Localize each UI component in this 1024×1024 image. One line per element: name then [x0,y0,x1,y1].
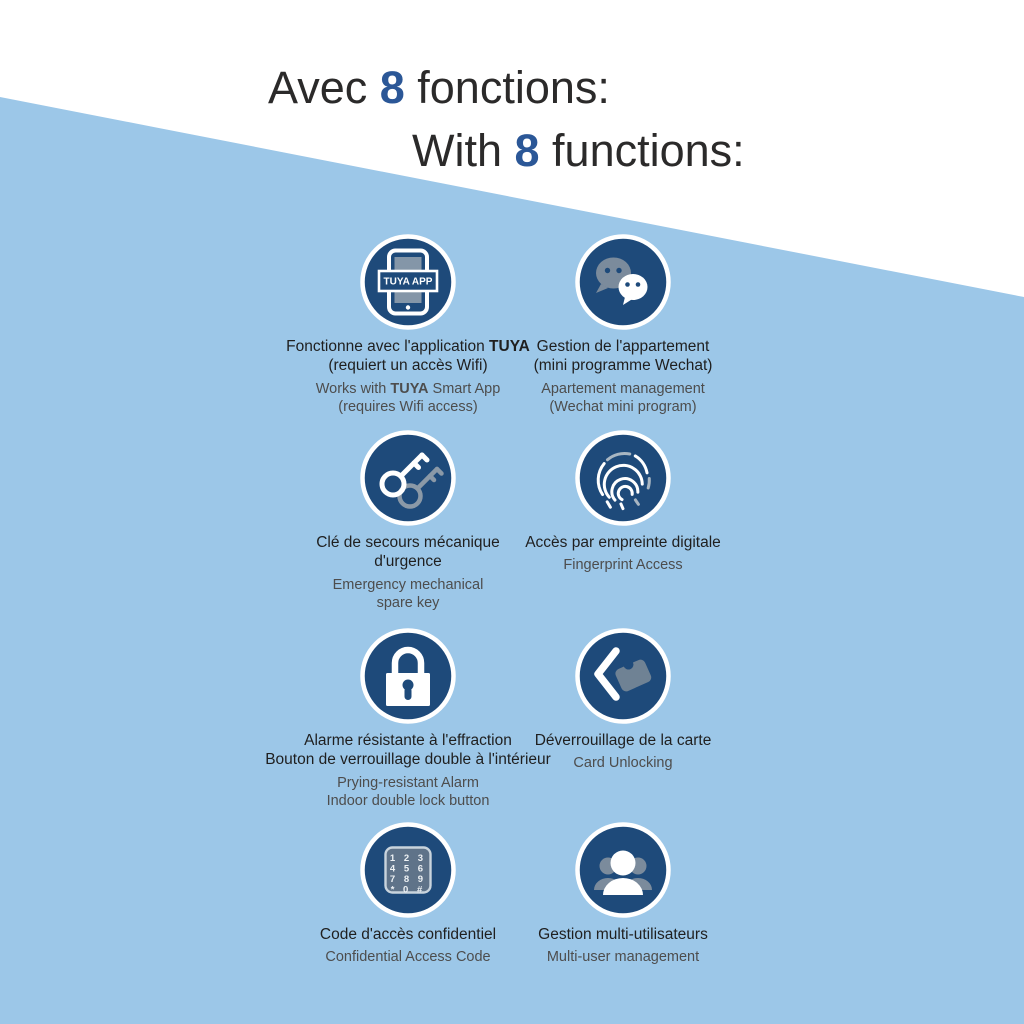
feature-text-en [563,557,682,575]
title-en-suffix: functions: [539,125,745,176]
feature-cell-card [468,628,778,773]
en-line: Works with TUYA Smart App [315,380,501,397]
keypad-row: * 0 # [390,884,426,896]
fr-line: d'urgence [374,553,442,571]
padlock-icon [360,628,456,724]
feature-text-en [325,949,490,967]
en-line: Prying-resistant Alarm [337,774,479,791]
feature-text-en [333,577,484,613]
fr-line: Bouton de verrouillage double à l'intérieur [265,751,551,769]
fr-line: (mini programme Wechat) [533,357,713,375]
title-fr-number: 8 [379,62,405,113]
fr-line: Clé de secours mécanique [316,534,500,551]
keypad-row: 1 2 3 [389,853,427,864]
keypad-row: 4 5 6 [389,863,427,875]
feature-text-fr [538,925,708,944]
en-line: Apartement management [541,380,705,397]
title-en-prefix: With [412,125,515,176]
fingerprint-icon [575,430,671,526]
page-title-english [412,125,745,177]
en-line: Card Unlocking [573,755,673,772]
page-title-french [268,62,610,114]
feature-text-en [327,775,490,811]
fr-line: Gestion de l'appartement [536,338,710,355]
tuya-app-banner-label: TUYA APP [383,276,433,288]
en-line: (requires Wifi access) [338,398,478,415]
fr-line: Fonctionne avec l'application TUYA [286,338,530,355]
en-line: Emergency mechanical [332,576,484,593]
title-fr-suffix: fonctions: [404,62,610,113]
fr-line: Gestion multi-utilisateurs [538,926,708,943]
keypad-icon [360,822,456,918]
en-line: Indoor double lock button [326,792,490,809]
title-en-number: 8 [514,125,540,176]
keys-icon [360,430,456,526]
keypad-row: 7 8 9 [389,874,427,885]
feature-cell-multi-user [468,822,778,967]
smartphone-tuya-icon [360,234,456,330]
feature-cell-wechat [468,234,778,417]
feature-text-en [547,949,699,967]
fr-line: Déverrouillage de la carte [534,732,712,749]
feature-text-fr [535,731,712,750]
en-line: spare key [376,594,440,611]
en-line: (Wechat mini program) [549,398,697,415]
en-line: Multi-user management [546,949,700,966]
en-line: Fingerprint Access [563,557,683,574]
fr-line: Accès par empreinte digitale [525,534,721,551]
feature-text-en [573,755,672,773]
feature-text-fr [534,337,713,376]
fr-line: Code d'accès confidentiel [319,926,497,943]
wechat-icon [575,234,671,330]
card-icon [575,628,671,724]
fr-line: (requiert un accès Wifi) [328,357,488,375]
feature-text-en [541,381,705,417]
feature-cell-fingerprint [468,430,778,575]
feature-text-fr [525,533,721,552]
title-fr-prefix: Avec [268,62,380,113]
en-line: Confidential Access Code [325,949,491,966]
fr-line: Alarme résistante à l'effraction [304,732,512,749]
users-icon [575,822,671,918]
